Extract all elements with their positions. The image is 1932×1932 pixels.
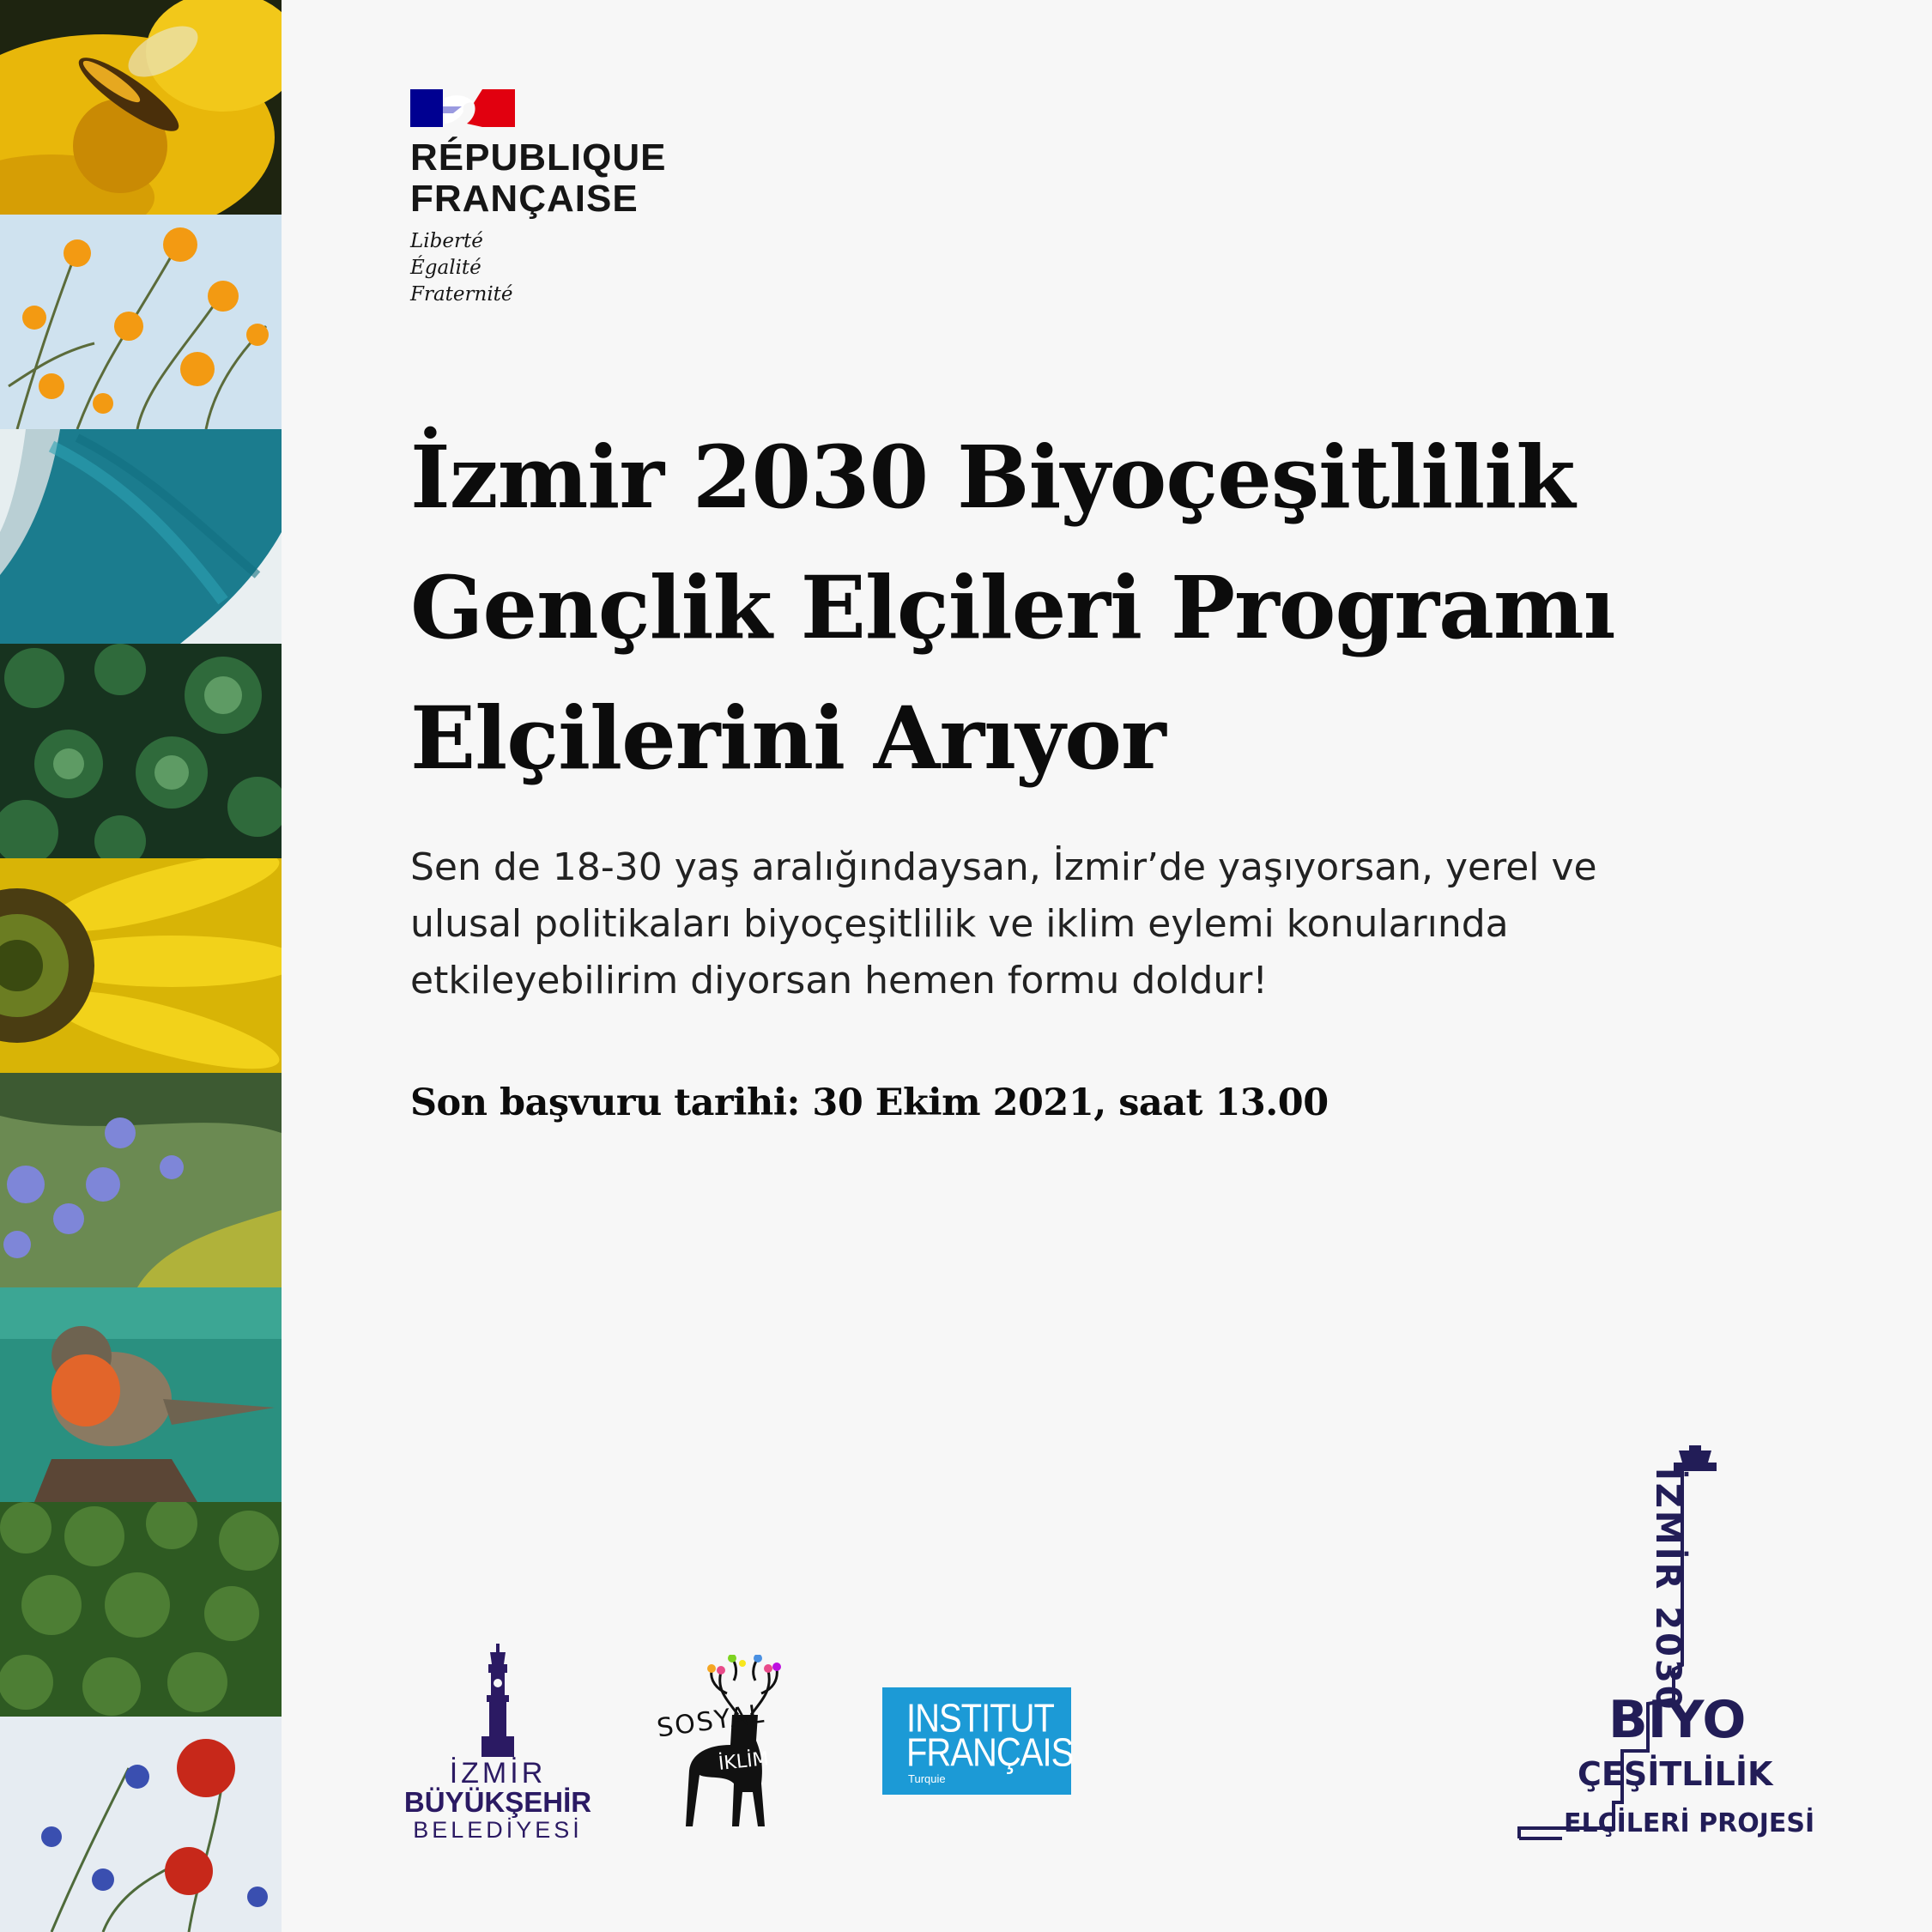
republique-name-line-2: FRANÇAISE xyxy=(410,178,639,220)
photo-blue-flowers-hills xyxy=(0,1073,282,1287)
marianne-flag-icon xyxy=(410,89,515,127)
ibb-line-2: BÜYÜKŞEHİR xyxy=(403,1786,592,1818)
biyo-izmir-2030: İZMİR 2030 xyxy=(1648,1468,1687,1712)
biyo-cesitlilik: ÇEŞİTLİLİK xyxy=(1578,1755,1773,1793)
motto-fraternite: Fraternité xyxy=(410,283,513,306)
photo-poppies-cornflowers xyxy=(0,1717,282,1932)
clock-tower-icon xyxy=(468,1644,528,1757)
page-title xyxy=(410,412,1749,803)
photo-aerial-sea xyxy=(0,429,282,644)
photo-robin-bird xyxy=(0,1287,282,1502)
republique-motto xyxy=(410,228,666,308)
title-line-1: İzmir 2030 Biyoçeşitlilik xyxy=(410,427,1575,528)
motto-liberte: Liberté xyxy=(410,230,483,252)
sosyal-iklim-logo xyxy=(657,1655,811,1831)
ibb-line-1: İZMİR xyxy=(449,1757,547,1790)
description-line-1: Sen de 18-30 yaş aralığındaysan, İzmir’de yaşıyorsan, yerel ve xyxy=(410,845,1597,889)
description-line-2: ulusal politikaları biyoçeşitlilik ve iklim eylemi konularında xyxy=(410,902,1509,946)
izmir-2030-biyocesitlilik-logo xyxy=(1502,1442,1828,1854)
republique-francaise-logo xyxy=(410,89,666,308)
biyo-elcileri-projesi: ELÇİLERİ PROJESİ xyxy=(1564,1808,1815,1838)
sosyal-text: SOSYAL xyxy=(655,1699,767,1744)
institut-line-2: FRANÇAIS xyxy=(906,1731,1074,1775)
photo-sunflower xyxy=(0,858,282,1073)
photo-strip xyxy=(0,0,282,1932)
institut-line-1: INSTITUT xyxy=(906,1697,1054,1741)
description-paragraph xyxy=(410,839,1749,1009)
motto-egalite: Égalité xyxy=(410,257,481,279)
biyo-title: BIYO xyxy=(1608,1690,1747,1750)
title-line-3: Elçilerini Arıyor xyxy=(410,687,1166,789)
photo-bee-on-yellow-flower xyxy=(0,0,282,215)
institut-line-3: Turquie xyxy=(908,1772,946,1785)
institut-francais-logo xyxy=(882,1687,1074,1795)
application-deadline: Son başvuru tarihi: 30 Ekim 2021, saat 13.00 xyxy=(410,1081,1329,1124)
description-line-3: etkileyebilirim diyorsan hemen formu doldur! xyxy=(410,959,1269,1002)
iklim-text: İKLİM xyxy=(717,1748,770,1775)
ibb-line-3: BELEDİYESİ xyxy=(413,1817,583,1843)
izmir-buyuksehir-logo xyxy=(403,1644,592,1843)
photo-orange-flowers-sky xyxy=(0,215,282,429)
deer-icon xyxy=(657,1655,811,1831)
photo-forest-aerial xyxy=(0,644,282,858)
republique-francaise-name xyxy=(410,137,666,220)
photo-tree-canopy xyxy=(0,1502,282,1717)
republique-name-line-1: RÉPUBLIQUE xyxy=(410,136,667,179)
title-line-2: Gençlik Elçileri Programı xyxy=(410,557,1615,658)
